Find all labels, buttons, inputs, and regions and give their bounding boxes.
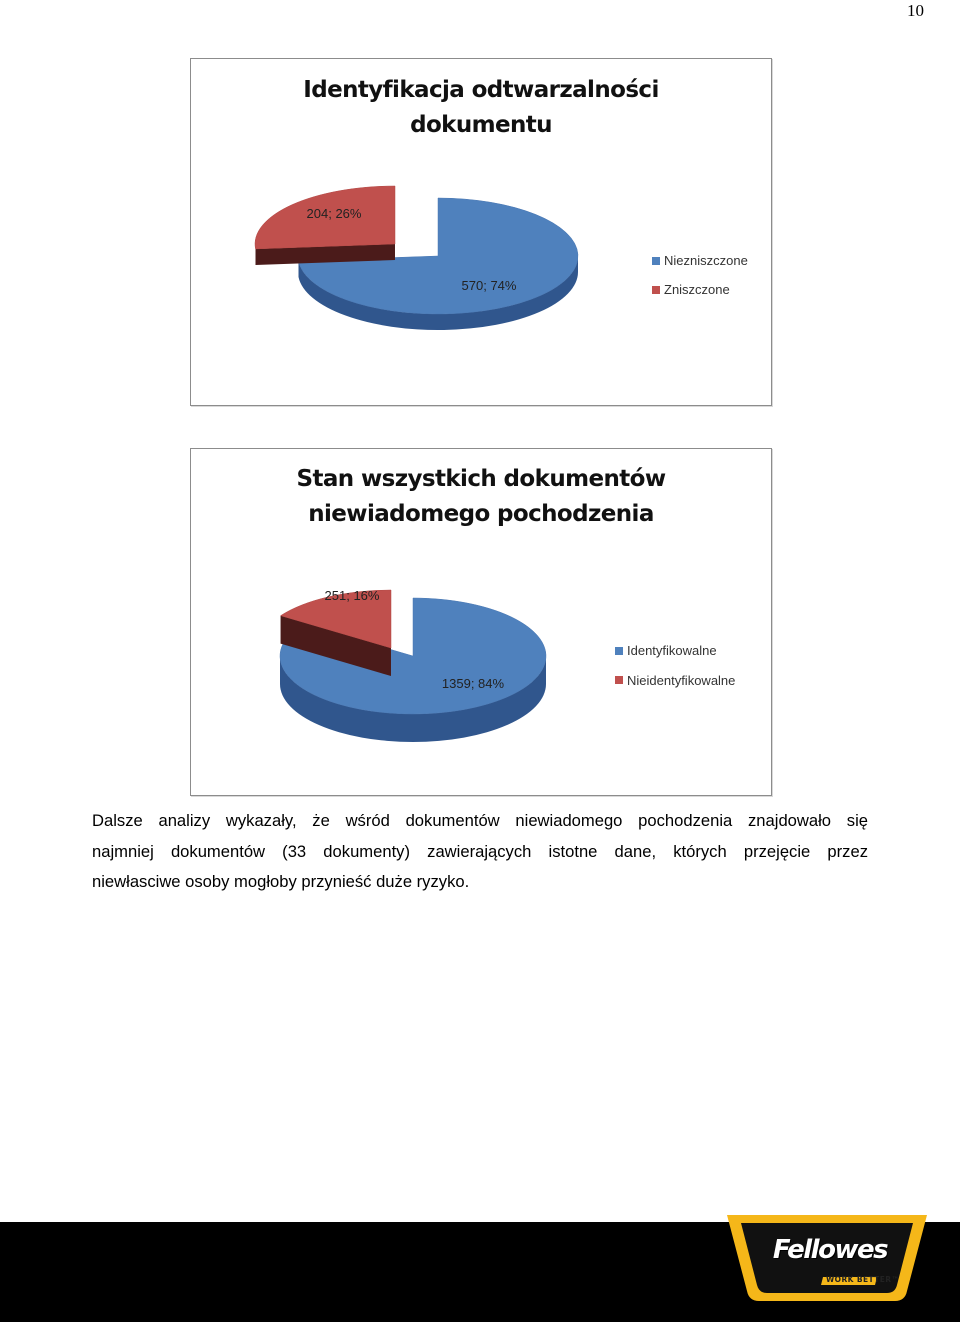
chart-plot [191, 449, 771, 795]
chart-title-line-1: Stan wszystkich dokumentów [296, 466, 666, 492]
data-label-zniszczone: 204; 26% [306, 206, 362, 221]
legend-swatch-niezniszczone [652, 257, 660, 265]
paragraph-line: Dalsze analizy wykazały, że wśród dokumentów niewiadomego pochodzenia znajdowało się [92, 811, 868, 830]
data-label-nieidentyfikowalne: 251; 16% [324, 588, 380, 603]
legend-label-zniszczone: Zniszczone [664, 282, 730, 297]
page-number: 10 [907, 1, 924, 20]
data-label-niezniszczone: 570; 74% [461, 278, 517, 293]
data-label-identyfikowalne: 1359; 84% [441, 676, 505, 691]
legend-swatch-identyfikowalne [615, 647, 623, 655]
legend [615, 643, 735, 688]
chart-plot [191, 59, 771, 405]
legend-label-nieidentyfikowalne: Nieidentyfikowalne [627, 673, 736, 688]
chart-title-line-2: dokumentu [410, 112, 552, 138]
pie-slice-zniszczone [255, 186, 395, 265]
chart-title-line-1: Identyfikacja odtwarzalności [303, 77, 659, 103]
logo-wordmark: Fellowes [772, 1235, 888, 1265]
legend-swatch-nieidentyfikowalne [615, 676, 623, 684]
logo-tagline: WORK BETTER™ [826, 1275, 900, 1284]
legend-swatch-zniszczone [652, 286, 660, 294]
legend [652, 253, 748, 297]
pie-chart-document-status [190, 448, 772, 796]
paragraph-line: niewłasciwe osoby mogłoby przynieść duże ryzyko. [92, 872, 470, 891]
body-paragraph [92, 806, 868, 898]
chart-title-line-2: niewiadomego pochodzenia [308, 501, 654, 527]
legend-label-identyfikowalne: Identyfikowalne [627, 643, 717, 658]
pie-chart-reproducibility [190, 58, 772, 406]
legend-label-niezniszczone: Niezniszczone [664, 253, 748, 268]
paragraph-line: najmniej dokumentów (33 dokumenty) zawierających istotne dane, których przejęcie przez [92, 841, 868, 861]
